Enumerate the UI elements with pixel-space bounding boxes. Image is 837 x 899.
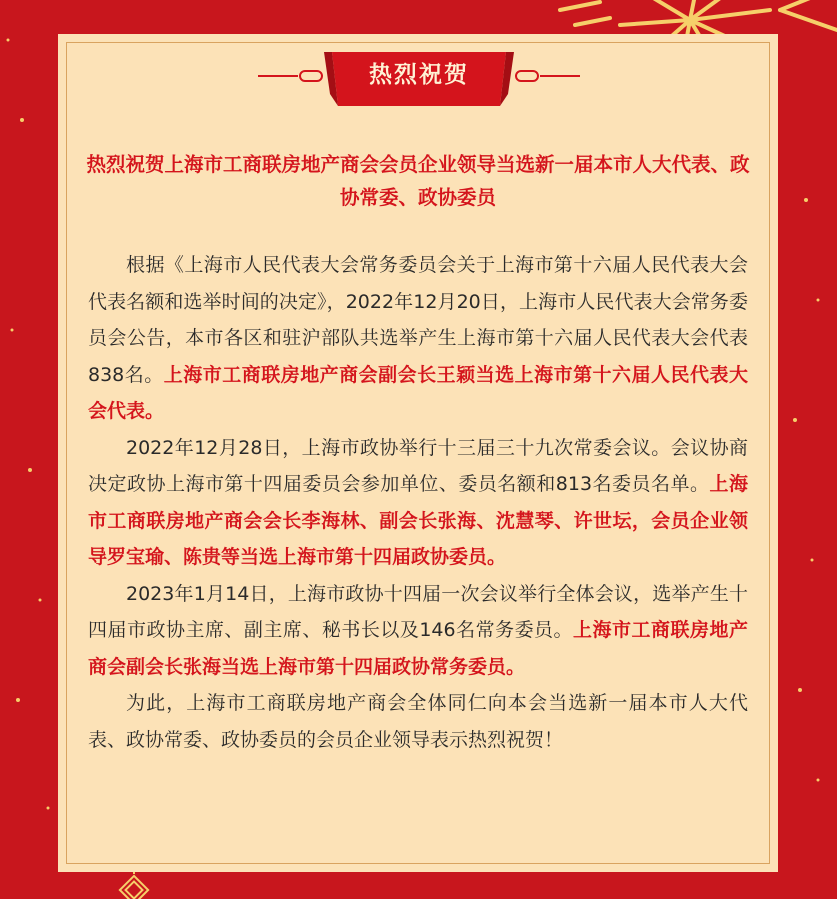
banner-left-ornament xyxy=(258,69,324,83)
article-body xyxy=(88,247,748,758)
paragraph-text: 根据《上海市人民代表大会常务委员会关于上海市第十六届人民代表大会代表名额和选举时间的决定》，2022年12月20日，上海市人民代表大会常务委员会公告，本市各区和驻沪部队共选举产生上海市第十六届人民代表大会代表838名。 xyxy=(88,254,748,386)
paragraph-1 xyxy=(88,247,748,430)
highlight-text: 上海市工商联房地产商会副会长张海当选上海市第十四届政协常务委员。 xyxy=(88,619,748,678)
paragraph-text: 2022年12月28日，上海市政协举行十三届三十九次常委会议。会议协商决定政协上海市第十四届委员会参加单位、委员名额和813名委员名单。 xyxy=(88,436,748,495)
headline: 热烈祝贺上海市工商联房地产商会会员企业领导当选新一届本市人大代表、政协常委、政协委员 xyxy=(86,153,750,209)
banner-title: 热烈祝贺 xyxy=(369,62,469,88)
banner-right-ornament xyxy=(514,69,580,83)
paragraph-text: 2023年1月14日，上海市政协十四届一次会议举行全体会议，选举产生十四届市政协主席、副主席、秘书长以及146名常务委员。 xyxy=(88,582,748,641)
content-card xyxy=(58,34,778,872)
title-banner xyxy=(324,46,514,106)
paragraph-3 xyxy=(88,576,748,686)
paragraph-4 xyxy=(88,685,748,758)
paragraph-2 xyxy=(88,430,748,576)
paragraph-text: 为此，上海市工商联房地产商会全体同仁向本会当选新一届本市人大代表、政协常委、政协委员的会员企业领导表示热烈祝贺！ xyxy=(88,692,748,751)
highlight-text: 上海市工商联房地产商会副会长王颖当选上海市第十六届人民代表大会代表。 xyxy=(88,363,748,422)
highlight-text: 上海市工商联房地产商会会长李海林、副会长张海、沈慧琴、许世坛，会员企业领导罗宝瑜、陈贵等当选上海市第十四届政协委员。 xyxy=(88,473,748,568)
